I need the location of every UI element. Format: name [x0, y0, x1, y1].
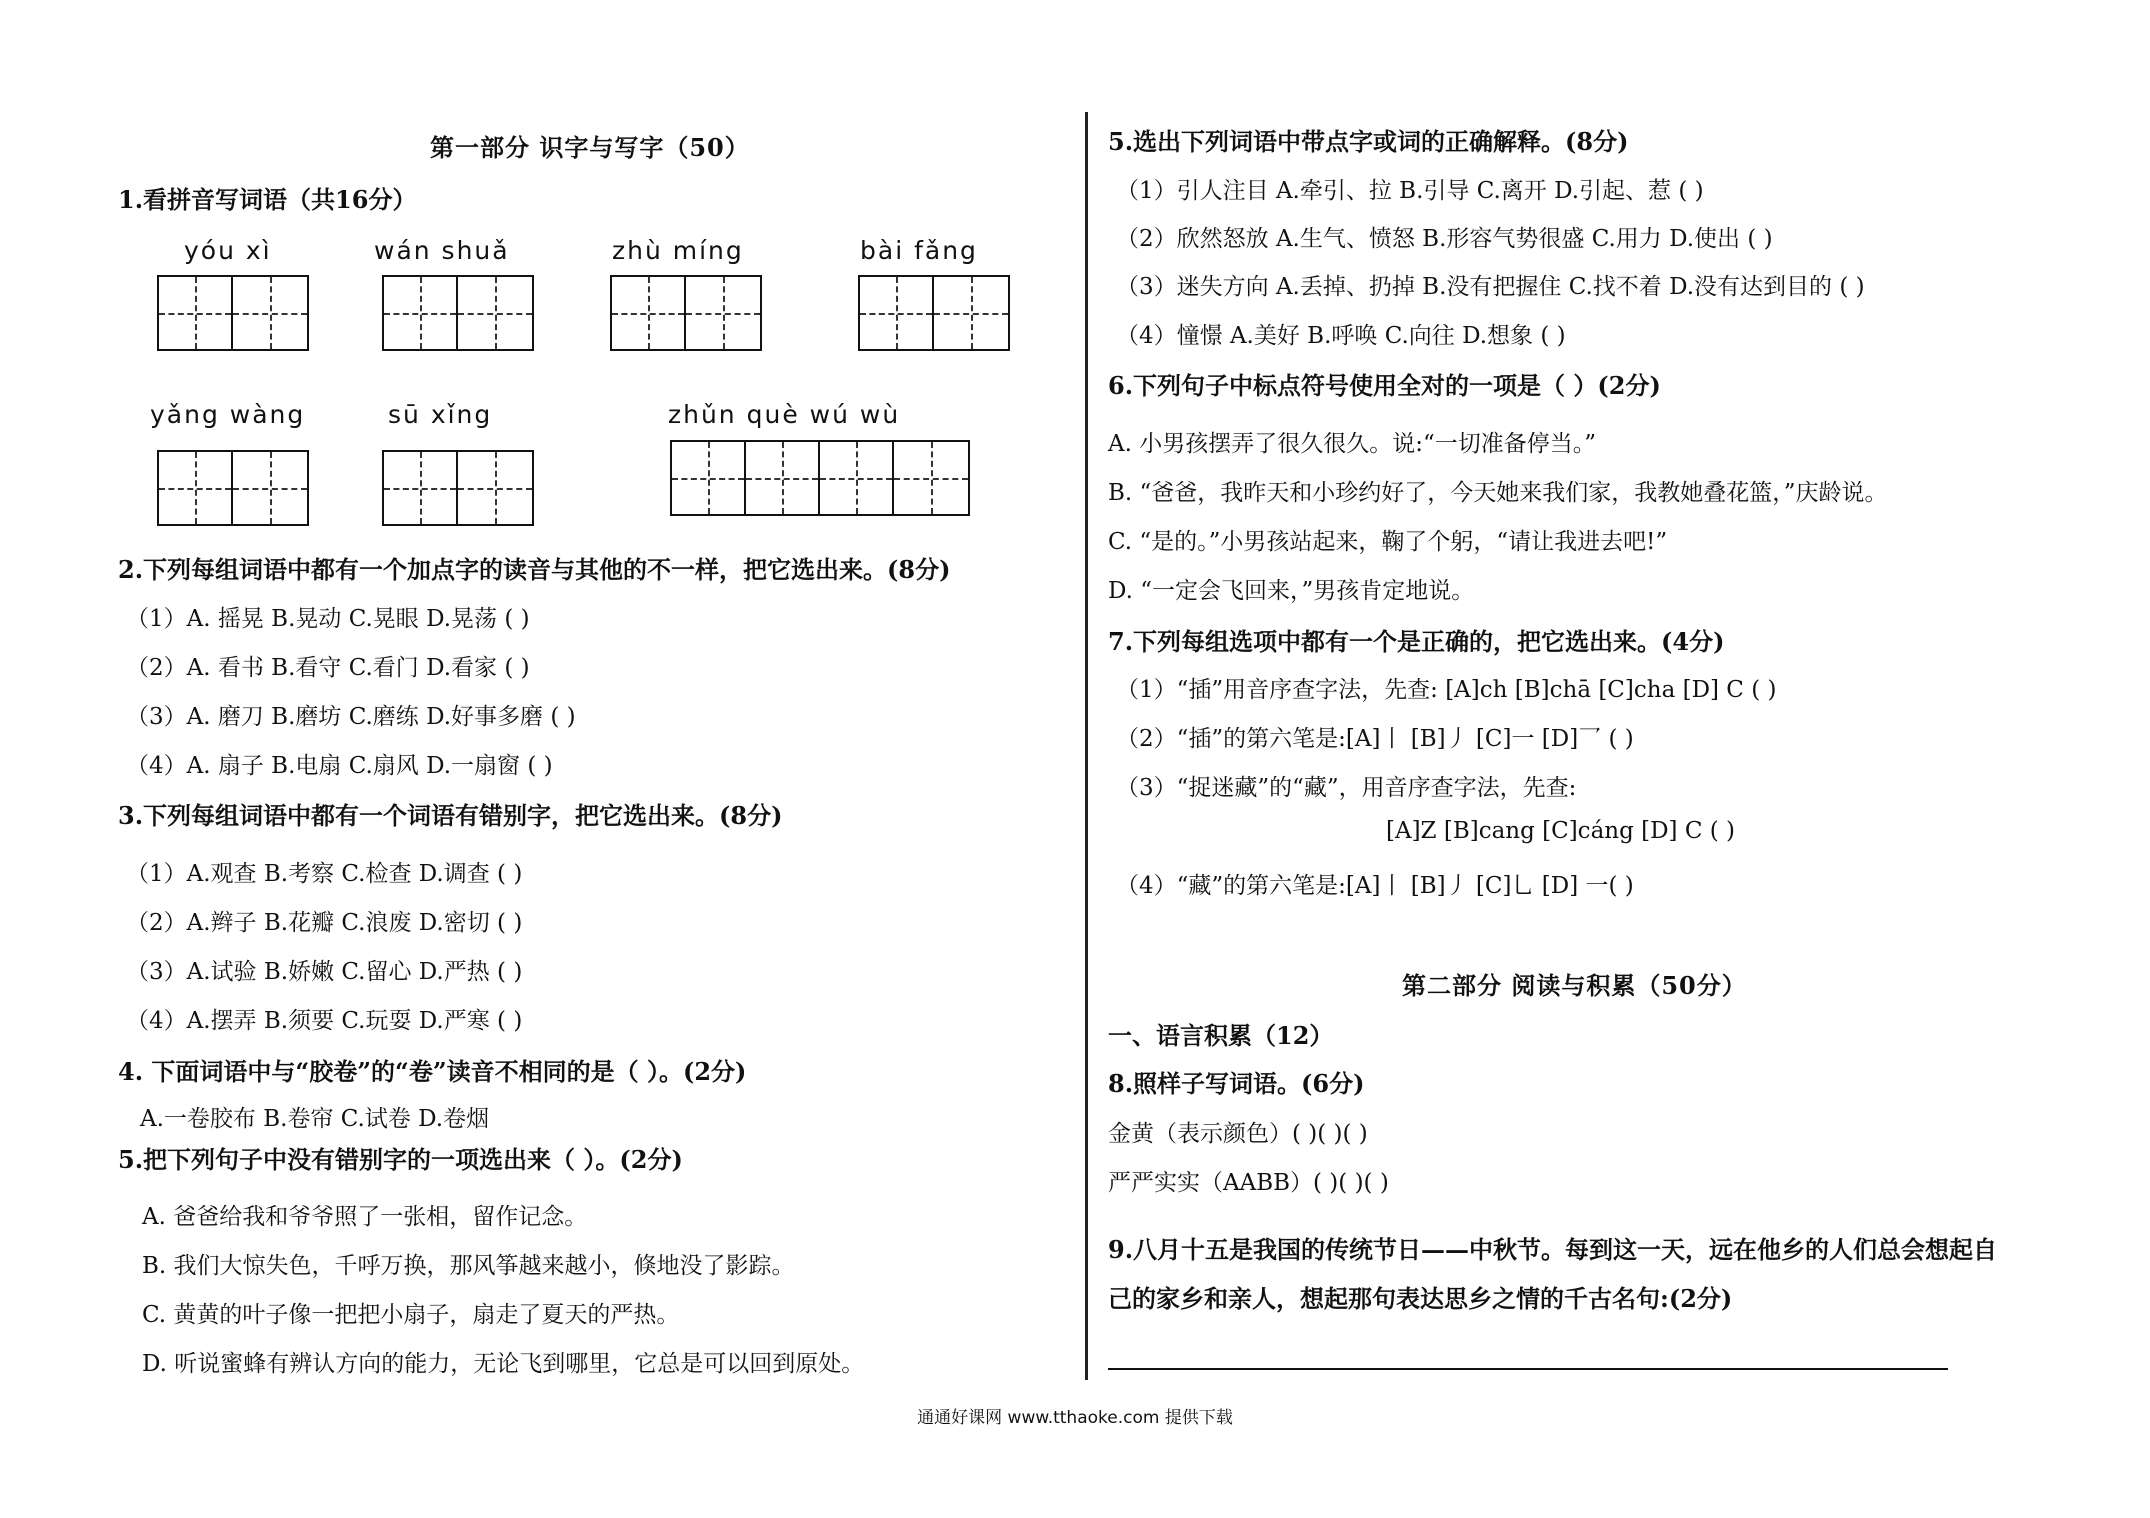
writing-grid-3[interactable] [610, 275, 762, 351]
section1-title: 一、语言积累（12） [1108, 1021, 1334, 1050]
q7-title: 7.下列每组选项中都有一个是正确的，把它选出来。(4分) [1108, 627, 1725, 656]
writing-grid-5[interactable] [157, 450, 309, 526]
q5-line-d: D. 听说蜜蜂有辨认方向的能力，无论飞到哪里，它总是可以回到原处。 [142, 1351, 865, 1377]
q8-line-1: 金黄（表示颜色）( )( )( ) [1108, 1121, 1368, 1147]
q5b-line-4: （4）憧憬 A.美好 B.呼唤 C.向往 D.想象 ( ) [1116, 323, 1566, 349]
q6-title: 6.下列句子中标点符号使用全对的一项是（ ）(2分) [1108, 371, 1661, 400]
q6-line-d: D. “一定会飞回来，”男孩肯定地说。 [1108, 578, 1475, 604]
q8-line-2: 严严实实（AABB）( )( )( ) [1108, 1170, 1389, 1196]
column-divider [1085, 112, 1088, 1380]
q7-line-2: （2）“插”的第六笔是:[A]丨 [B]丿 [C]一 [D]乛 ( ) [1116, 726, 1634, 752]
q9-title-line-1: 9.八月十五是我国的传统节日——中秋节。每到这一天，远在他乡的人们总会想起自 [1108, 1235, 1998, 1264]
q5-line-a: A. 爸爸给我和爷爷照了一张相，留作记念。 [142, 1204, 588, 1230]
writing-grid-4[interactable] [858, 275, 1010, 351]
q1-pinyin-2: wán shuǎ [374, 236, 510, 265]
q2-line-4: （4）A. 扇子 B.电扇 C.扇风 D.一扇窗 ( ) [126, 753, 553, 779]
q2-line-2: （2）A. 看书 B.看守 C.看门 D.看家 ( ) [126, 655, 530, 681]
writing-grid-2[interactable] [382, 275, 534, 351]
q2-line-3: （3）A. 磨刀 B.磨坊 C.磨练 D.好事多磨 ( ) [126, 704, 576, 730]
q1-pinyin-1: yóu xì [184, 236, 272, 265]
q3-line-2: （2）A.辫子 B.花瓣 C.浪废 D.密切 ( ) [126, 910, 523, 936]
writing-grid-6[interactable] [382, 450, 534, 526]
q2-line-1: （1）A. 摇晃 B.晃动 C.晃眼 D.晃荡 ( ) [126, 606, 530, 632]
q6-line-a: A. 小男孩摆弄了很久很久。说:“一切准备停当。” [1108, 431, 1596, 457]
q3-title: 3.下列每组词语中都有一个词语有错别字，把它选出来。(8分) [118, 801, 783, 830]
q5-line-c: C. 黄黄的叶子像一把把小扇子，扇走了夏天的严热。 [142, 1302, 680, 1328]
q9-title-line-2: 己的家乡和亲人，想起那句表达思乡之情的千古名句:(2分) [1108, 1284, 1733, 1313]
part1-title: 第一部分 识字与写字（50） [430, 133, 750, 162]
q7-line-1: （1）“插”用音序查字法，先查: [A]ch [B]chā [C]cha [D] C ( ) [1116, 677, 1777, 703]
q4-options: A.一卷胶布 B.卷帘 C.试卷 D.卷烟 [140, 1106, 490, 1132]
q3-line-3: （3）A.试验 B.娇嫩 C.留心 D.严热 ( ) [126, 959, 523, 985]
q5b-title: 5.选出下列词语中带点字或词的正确解释。(8分) [1108, 127, 1629, 156]
writing-grid-7[interactable] [670, 440, 970, 516]
q7-line-3: （3）“捉迷藏”的“藏”，用音序查字法，先查: [1116, 775, 1577, 801]
q5b-line-3: （3）迷失方向 A.丢掉、扔掉 B.没有把握住 C.找不着 D.没有达到目的 ( ) [1116, 274, 1865, 300]
q6-line-b: B. “爸爸，我昨天和小珍约好了，今天她来我们家，我教她叠花篮，”庆龄说。 [1108, 480, 1888, 506]
q3-line-1: （1）A.观查 B.考察 C.检查 D.调查 ( ) [126, 861, 523, 887]
q9-answer-line[interactable] [1108, 1368, 1948, 1370]
q7-line-3-options: [A]Z [B]cang [C]cáng [D] C ( ) [1386, 818, 1735, 844]
q5b-line-1: （1）引人注目 A.牵引、拉 B.引导 C.离开 D.引起、惹 ( ) [1116, 178, 1704, 204]
q5-title: 5.把下列句子中没有错别字的一项选出来（ ）。(2分) [118, 1145, 683, 1174]
q1-pinyin-4: bài fǎng [860, 236, 978, 265]
q5-line-b: B. 我们大惊失色，千呼万换，那风筝越来越小，倏地没了影踪。 [142, 1253, 795, 1279]
q3-line-4: （4）A.摆弄 B.须要 C.玩耍 D.严寒 ( ) [126, 1008, 523, 1034]
footer-source: 通通好课网 www.tthaoke.com 提供下载 [917, 1408, 1233, 1428]
q2-title: 2.下列每组词语中都有一个加点字的读音与其他的不一样，把它选出来。(8分) [118, 555, 951, 584]
part2-title: 第二部分 阅读与积累（50分） [1402, 971, 1747, 1000]
q6-line-c: C. “是的。”小男孩站起来，鞠了个躬，“请让我进去吧!” [1108, 529, 1668, 555]
q1-pinyin-6: sū xǐng [388, 400, 493, 429]
writing-grid-1[interactable] [157, 275, 309, 351]
q1-pinyin-3: zhù míng [612, 236, 744, 265]
q1-title: 1.看拼音写词语（共16分） [118, 185, 417, 214]
q5b-line-2: （2）欣然怒放 A.生气、愤怒 B.形容气势很盛 C.用力 D.使出 ( ) [1116, 226, 1773, 252]
q7-line-4: （4）“藏”的第六笔是:[A]丨 [B]丿 [C]乚 [D] 一( ) [1116, 873, 1634, 899]
q1-pinyin-5: yǎng wàng [150, 400, 306, 429]
q1-pinyin-7: zhǔn què wú wù [668, 400, 901, 429]
q8-title: 8.照样子写词语。(6分) [1108, 1069, 1365, 1098]
q4-title: 4. 下面词语中与“胶卷”的“卷”读音不相同的是（ ）。(2分) [118, 1057, 747, 1086]
